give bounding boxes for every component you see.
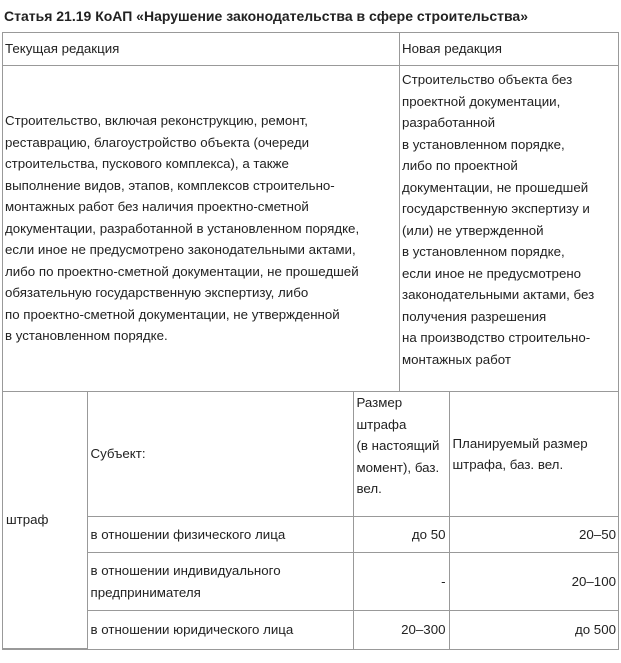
fine-label: штраф: [3, 392, 87, 649]
planned-fine-column-header: Планируемый размер штрафа, баз. вел.: [449, 392, 619, 517]
article-title: Статья 21.19 КоАП «Нарушение законодательства в сфере строительства»: [4, 8, 529, 24]
current-fine-cell: 20–300: [353, 611, 449, 649]
planned-fine-cell: 20–50: [449, 517, 619, 553]
current-fine-cell: -: [353, 553, 449, 611]
table-row: [3, 553, 619, 611]
new-edition-text: Строительство объекта без проектной документации, разработанной в установленном порядке, либо по проектной документации, не прошедшей государственную экспертизу и (или) не утвержденной в установленном порядке, если иное не предусмотрено законодательными актами, без получения разрешения на производство строительно- монтажных работ: [400, 66, 619, 392]
current-fine-cell: до 50: [353, 517, 449, 553]
planned-fine-cell: до 500: [449, 611, 619, 649]
subject-cell: в отношении индивидуального предпринимателя: [87, 553, 353, 611]
fines-row: [3, 392, 619, 650]
comparison-table: [2, 32, 619, 650]
fines-container: [3, 392, 619, 650]
current-fine-column-header: Размер штрафа (в настоящий момент), баз. вел.: [353, 392, 449, 517]
table-row: [3, 517, 619, 553]
table-row: [3, 611, 619, 649]
header-row: [3, 33, 619, 66]
current-edition-text: Строительство, включая реконструкцию, ремонт, реставрацию, благоустройство объекта (очереди строительства, пускового комплекса), а также выполнение видов, этапов, комплексов строительно- монтажных работ без наличия проектно-сметной документации, разработанной в установленном порядке, если иное не предусмотрено законодательными актами, либо по проектно-сметной документации, не прошедшей обязательную государственную экспертизу, либо по проектно-сметной документации, не утвержденной в установленном порядке.: [3, 66, 400, 392]
text-row: [3, 66, 619, 392]
header-new: Новая редакция: [400, 33, 619, 66]
subject-cell: в отношении физического лица: [87, 517, 353, 553]
subject-column-header: Субъект:: [87, 392, 353, 517]
subject-cell: в отношении юридического лица: [87, 611, 353, 649]
header-current: Текущая редакция: [3, 33, 400, 66]
planned-fine-cell: 20–100: [449, 553, 619, 611]
fines-table: [3, 392, 619, 649]
fines-header-row: [3, 392, 619, 517]
